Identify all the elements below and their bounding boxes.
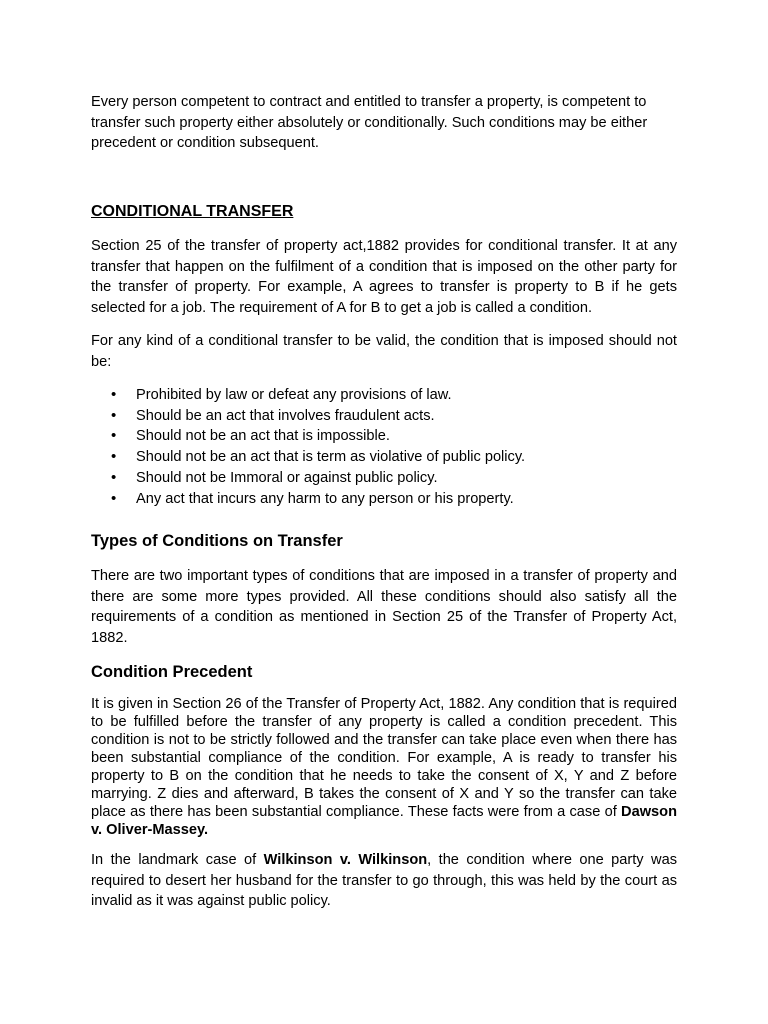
paragraph-text: It is given in Section 26 of the Transfer of Property Act, 1882. Any condition that is required to be fulfilled before the transfer of any property is called a condition precedent. This condition is not to be strictly followed and the transfer can take place even when there has been substantial compliance of the condition. For example, A is ready to transfer his property to B on the condition that he needs to take the consent of X, Y and Z before marrying. Z dies and afterward, B takes the consent of X and Y so the transfer can take place as there has been substantial compliance. These facts were from a case of [91,696,677,820]
list-item: • Should not be Immoral or against public policy. [91,468,677,489]
condition-precedent-heading: Condition Precedent [91,663,253,681]
condition-precedent-paragraph [91,695,677,839]
list-item: • Any act that incurs any harm to any person or his property. [91,489,677,510]
list-item: • Should not be an act that is term as violative of public policy. [91,447,677,468]
paragraph-text: In the landmark case of [91,852,264,868]
case-name: Wilkinson v. Wilkinson [263,852,428,868]
conditional-transfer-paragraph: Section 25 of the transfer of property act,1882 provides for conditional transfer. It at any transfer that happen on the fulfilment of a condition that is imposed on the other party for the transfer of property. For example, A agrees to transfer is property to B if he gets selected for a job. The requirement of A for B to get a job is called a condition. [91,238,677,316]
paragraph-text: , the condition where one party was required to desert her husband for the transfer to go through, this was held by the court as invalid as it was against public policy. [91,852,677,909]
list-item: • Should not be an act that is impossible. [91,426,677,447]
validity-paragraph: For any kind of a conditional transfer to be valid, the condition that is imposed should not be: [91,333,677,370]
landmark-case-paragraph [91,850,677,912]
types-paragraph: There are two important types of conditions that are imposed in a transfer of property and there are some more types provided. All these conditions should also satisfy all the requirements of a condition as mentioned in Section 25 of the Transfer of Property Act, 1882. [91,568,677,646]
conditions-list [91,385,677,509]
conditional-transfer-heading: CONDITIONAL TRANSFER [91,203,294,220]
list-item: • Should be an act that involves fraudulent acts. [91,406,677,427]
intro-paragraph: Every person competent to contract and entitled to transfer a property, is competent to transfer such property either absolutely or conditionally. Such conditions may be either precedent or condition subsequent. [91,94,648,151]
list-item: • Prohibited by law or defeat any provisions of law. [91,385,677,406]
case-name: Dawson v. Oliver-Massey. [91,804,677,838]
types-heading: Types of Conditions on Transfer [91,532,343,550]
